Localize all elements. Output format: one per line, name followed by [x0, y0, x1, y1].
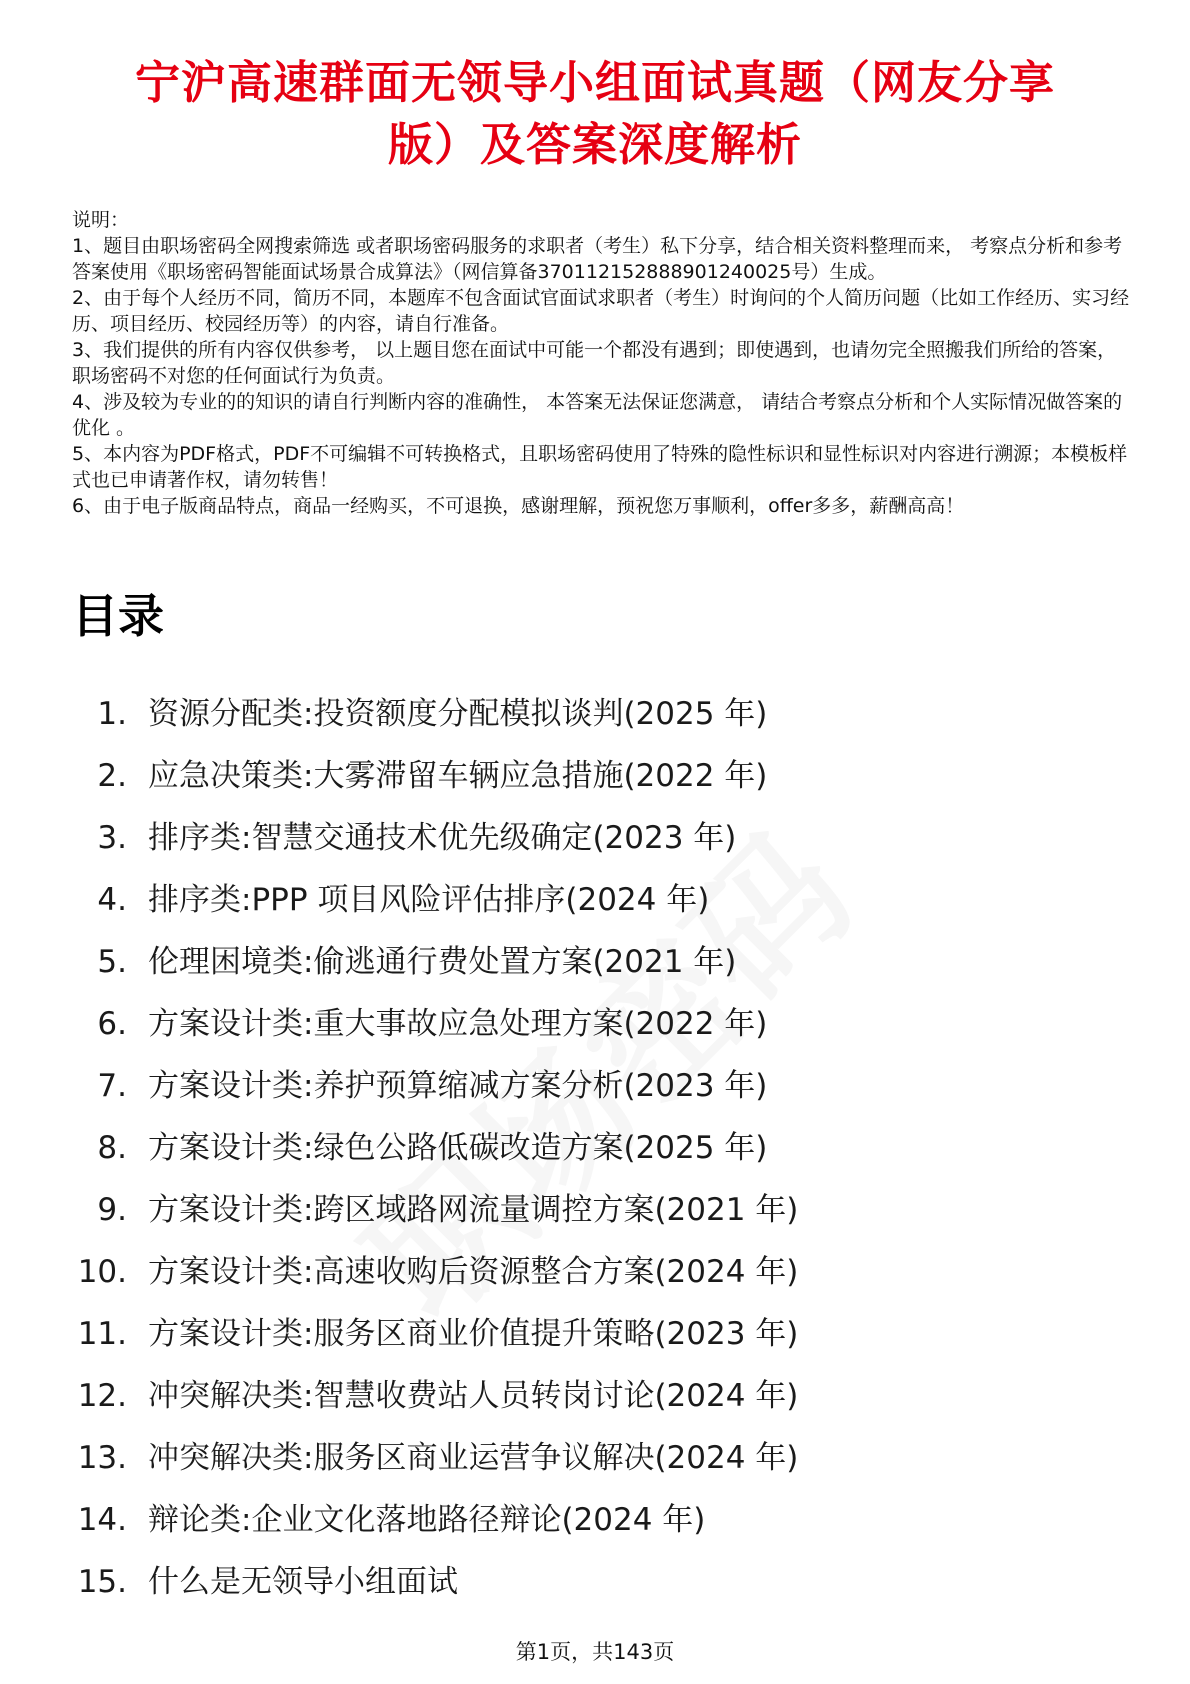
toc-item-number: 10. [77, 1254, 127, 1290]
toc-item-number: 12. [77, 1378, 127, 1414]
toc-item[interactable] [40, 1489, 1100, 1551]
note-item-1: 1、题目由职场密码全网搜索筛选 或者职场密码服务的求职者（考生）私下分享，结合相关资料整理而来， 考察点分析和参考答案使用《职场密码智能面试场景合成算法》（网信算备370112152888901240025号）生成。 [72, 235, 1123, 283]
notes-section [72, 207, 1132, 519]
toc-item-title: 排序类:PPP 项目风险评估排序(2024 年) [148, 882, 710, 918]
toc-item[interactable] [40, 745, 1100, 807]
toc-item-number: 1. [97, 696, 127, 732]
toc-item[interactable] [40, 993, 1100, 1055]
toc-item-title: 方案设计类:绿色公路低碳改造方案(2025 年) [148, 1130, 768, 1166]
toc-item-title: 方案设计类:养护预算缩减方案分析(2023 年) [148, 1068, 768, 1104]
toc-item-title: 资源分配类:投资额度分配模拟谈判(2025 年) [148, 696, 768, 732]
toc-item-number: 6. [97, 1006, 127, 1042]
note-item-5: 5、本内容为PDF格式，PDF不可编辑不可转换格式，且职场密码使用了特殊的隐性标识和显性标识对内容进行溯源；本模板样式也已申请著作权，请勿转售！ [72, 443, 1128, 491]
note-item-3: 3、我们提供的所有内容仅供参考， 以上题目您在面试中可能一个都没有遇到；即使遇到，也请勿完全照搬我们所给的答案，职场密码不对您的任何面试行为负责。 [72, 339, 1117, 387]
toc-item[interactable] [40, 1241, 1100, 1303]
toc-item[interactable] [40, 1055, 1100, 1117]
toc-item[interactable] [40, 683, 1100, 745]
page-footer: 第1页，共143页 [515, 1640, 675, 1664]
toc-item-number: 5. [97, 944, 127, 980]
page-title-line-1: 宁沪高速群面无领导小组面试真题（网友分享 [134, 56, 1055, 109]
toc-item[interactable] [40, 1427, 1100, 1489]
toc-item[interactable] [40, 931, 1100, 993]
notes-heading: 说明： [72, 209, 130, 231]
toc-item-title: 应急决策类:大雾滞留车辆应急措施(2022 年) [148, 758, 768, 794]
note-item-4: 4、涉及较为专业的的知识的请自行判断内容的准确性， 本答案无法保证您满意， 请结合考察点分析和个人实际情况做答案的优化 。 [72, 391, 1123, 439]
toc-item[interactable] [40, 1117, 1100, 1179]
toc-item-number: 9. [97, 1192, 127, 1228]
toc-item-number: 4. [97, 882, 127, 918]
page-title [60, 52, 1130, 176]
toc-item[interactable] [40, 1179, 1100, 1241]
toc-item-title: 排序类:智慧交通技术优先级确定(2023 年) [148, 820, 737, 856]
toc-item[interactable] [40, 1303, 1100, 1365]
toc-item-title: 冲突解决类:智慧收费站人员转岗讨论(2024 年) [148, 1378, 799, 1414]
toc-item-number: 14. [77, 1502, 127, 1538]
note-item-2: 2、由于每个人经历不同，简历不同，本题库不包含面试官面试求职者（考生）时询问的个人简历问题（比如工作经历、实习经历、项目经历、校园经历等）的内容，请自行准备。 [72, 287, 1130, 335]
toc-item[interactable] [40, 1365, 1100, 1427]
toc-item-number: 7. [97, 1068, 127, 1104]
toc-item-title: 什么是无领导小组面试 [148, 1564, 458, 1600]
toc-heading: 目录 [72, 589, 164, 643]
toc-item-title: 方案设计类:跨区域路网流量调控方案(2021 年) [148, 1192, 799, 1228]
toc-item-number: 13. [77, 1440, 127, 1476]
note-item-6: 6、由于电子版商品特点，商品一经购买，不可退换，感谢理解，预祝您万事顺利，offer多多，薪酬高高！ [72, 495, 965, 517]
toc-item-number: 15. [77, 1564, 127, 1600]
toc-item[interactable] [40, 807, 1100, 869]
table-of-contents [40, 683, 1100, 1613]
toc-item-title: 方案设计类:高速收购后资源整合方案(2024 年) [148, 1254, 799, 1290]
toc-item[interactable] [40, 869, 1100, 931]
toc-item-number: 3. [97, 820, 127, 856]
toc-item-title: 方案设计类:服务区商业价值提升策略(2023 年) [148, 1316, 799, 1352]
toc-item-title: 方案设计类:重大事故应急处理方案(2022 年) [148, 1006, 768, 1042]
page-title-line-2: 版）及答案深度解析 [387, 118, 802, 171]
toc-item-title: 冲突解决类:服务区商业运营争议解决(2024 年) [148, 1440, 799, 1476]
toc-item-title: 伦理困境类:偷逃通行费处置方案(2021 年) [148, 944, 737, 980]
toc-item[interactable] [40, 1551, 1100, 1613]
toc-item-number: 8. [97, 1130, 127, 1166]
toc-item-title: 辩论类:企业文化落地路径辩论(2024 年) [148, 1502, 706, 1538]
toc-item-number: 2. [97, 758, 127, 794]
toc-item-number: 11. [77, 1316, 127, 1352]
